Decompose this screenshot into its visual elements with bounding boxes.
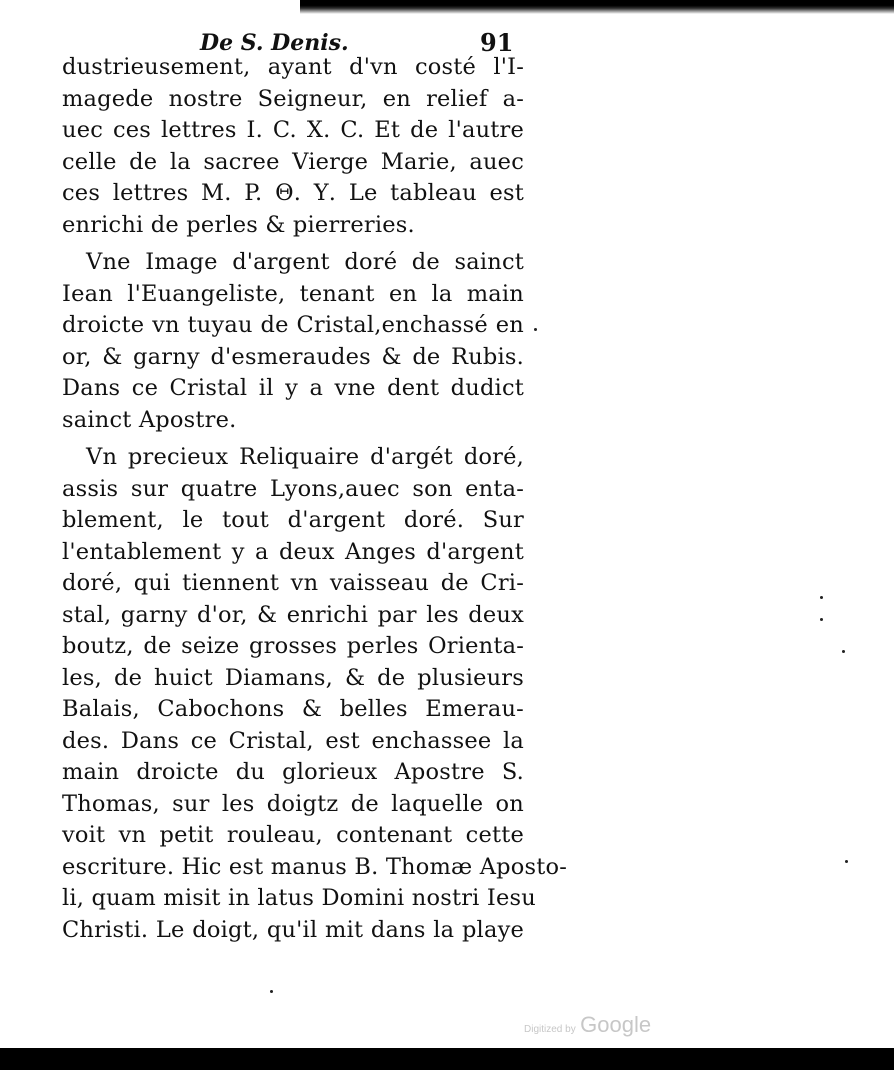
- text-line: Iean l'Euangeliste, tenant en la main: [62, 280, 524, 307]
- text-line: Dans ce Cristal il y a vne dent dudict: [62, 375, 524, 401]
- text-line: l'entablement y a deux Anges d'argent: [62, 538, 524, 565]
- latin-text-line: escriture. Hic est manus B. Thomæ Aposto-: [62, 853, 568, 880]
- text-line: assis sur quatre Lyons,auec son enta-: [62, 475, 524, 502]
- text-line: dustrieusement, ayant d'vn costé l'I-: [62, 54, 524, 80]
- ink-speck: [270, 990, 273, 993]
- ink-speck: [845, 860, 848, 863]
- latin-text-line: li, quam misit in latus Domini nostri Iesu: [62, 885, 536, 911]
- ink-speck: [534, 328, 537, 331]
- page-top-edge: [300, 0, 894, 14]
- text-line: magede nostre Seigneur, en relief a-: [62, 85, 524, 112]
- body-text: [62, 52, 568, 946]
- text-line: Balais, Cabochons & belles Emerau-: [62, 696, 524, 722]
- text-line: Thomas, sur les doigtz de laquelle on: [62, 790, 524, 817]
- text-line: uec ces lettres I. C. X. C. Et de l'autre: [62, 117, 524, 143]
- text-line: or, & garny d'esmeraudes & de Rubis.: [62, 343, 524, 370]
- text-line: stal, garny d'or, & enrichi par les deux: [62, 601, 524, 628]
- text-line: des. Dans ce Cristal, est enchassee la: [62, 727, 524, 754]
- text-line: Christi. Le doigt, qu'il mit dans la playe: [62, 916, 524, 943]
- text-line: boutz, de seize grosses perles Orienta-: [62, 633, 524, 659]
- paragraph-start-line: Vne Image d'argent doré de sainct: [86, 249, 524, 275]
- google-watermark: [524, 1012, 651, 1038]
- text-line: doré, qui tiennent vn vaisseau de Cri-: [62, 570, 524, 596]
- text-line: main droicte du glorieux Apostre S.: [62, 759, 524, 785]
- text-line: enrichi de perles & pierreries.: [62, 211, 415, 238]
- ink-speck: [820, 596, 823, 599]
- watermark-brand: Google: [580, 1012, 652, 1037]
- text-line: sainct Apostre.: [62, 406, 237, 433]
- ink-speck: [842, 650, 845, 653]
- paragraph-start-line: Vn precieux Reliquaire d'argét doré,: [86, 444, 524, 470]
- running-head: De S. Denis.: [200, 30, 349, 56]
- page-bottom-edge: [0, 1048, 894, 1070]
- text-line: voit vn petit rouleau, contenant cette: [62, 822, 524, 848]
- text-line: blement, le tout d'argent doré. Sur: [62, 507, 524, 533]
- text-line: ces lettres M. P. Θ. Υ. Le tableau est: [62, 180, 524, 206]
- text-line: droicte vn tuyau de Cristal,enchassé en: [62, 312, 524, 338]
- ink-speck: [820, 618, 823, 621]
- watermark-prefix: Digitized by: [524, 1024, 576, 1035]
- page-number: 91: [480, 28, 514, 57]
- text-line: les, de huict Diamans, & de plusieurs: [62, 664, 524, 691]
- text-line: celle de la sacree Vierge Marie, auec: [62, 148, 524, 175]
